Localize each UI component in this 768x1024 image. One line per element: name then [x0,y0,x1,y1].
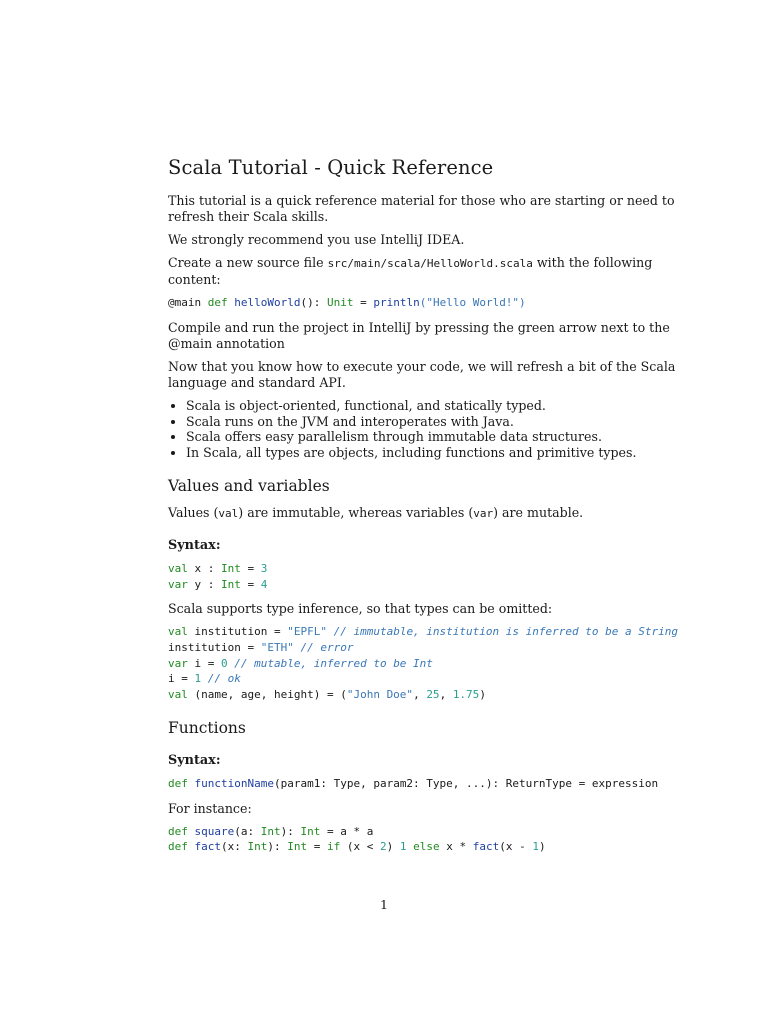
code-text: i = [187,656,221,670]
type-name: Int [221,577,241,591]
number-literal: 1 [399,840,407,854]
list-item: • In Scala, all types are objects, including functions and primitive types. [186,445,688,461]
features-list [168,398,688,461]
string-literal: "ETH" [260,641,294,654]
keyword: def [168,824,188,838]
keyword: if [327,840,341,854]
function-name: functionName [194,776,274,790]
hello-world-code [168,295,688,311]
number-literal: 2 [380,840,387,854]
code-text: x * [439,840,473,854]
type-name: Int [287,840,308,854]
code-text: (x: [221,840,248,854]
desc-text: ) are immutable, whereas variables ( [238,504,474,520]
function-name: square [194,824,235,838]
page-title: Scala Tutorial - Quick Reference [168,156,494,179]
number-literal: 25 [426,688,440,702]
code-text: = a * a [320,824,374,838]
create-file-paragraph [168,255,688,288]
page-number: 1 [380,897,388,912]
code-text: (name, age, height) = ( [187,688,347,702]
number-literal: 0 [221,656,228,670]
println-call: println [373,296,420,309]
number-literal: 1 [532,840,539,854]
list-item: • Scala runs on the JVM and interoperates with Java. [186,414,688,430]
code-comment: // error [293,641,354,654]
number-literal: 4 [260,577,268,591]
val-inline-code: val [218,506,239,520]
code-text: = [240,561,261,575]
string-literal: "EPFL" [287,625,327,639]
list-item: • Scala offers easy parallelism through immutable data structures. [186,429,688,445]
code-text: (x - [499,840,533,854]
code-comment: // immutable, institution is inferred to be a String [326,625,678,639]
desc-text: Values ( [168,504,219,520]
string-literal: "John Doe" [346,688,414,702]
code-text: = [240,577,261,591]
desc-text: ) are mutable. [493,504,584,520]
values-syntax-label: Syntax: [168,537,221,553]
function-name: fact [472,840,500,854]
compile-paragraph: Compile and run the project in IntelliJ by pressing the green arrow next to the @main annotation [168,319,670,351]
hello-string: ("Hello World!") [419,296,526,309]
code-text: institution = [187,625,288,639]
instance-paragraph: For instance: [168,800,252,816]
values-syntax-code [168,561,688,592]
list-item: • Scala is object-oriented, functional, and statically typed. [186,398,688,414]
code-text: , [413,688,427,702]
keyword: def [168,776,188,790]
number-literal: 1.75 [452,688,480,702]
page-content [168,156,688,864]
keyword: val [168,561,188,575]
values-description [168,505,688,522]
type-name: Int [300,824,321,838]
code-text: y : [187,577,221,591]
equals: = [360,296,367,309]
keyword: else [413,840,440,854]
function-name: helloWorld [234,296,301,309]
code-text: (param1: Type, param2: Type, ...): ReturnType = expression [273,776,659,790]
values-heading: Values and variables [168,476,330,495]
code-text: ) [479,688,486,702]
type-name: Int [247,840,268,854]
inference-paragraph: Scala supports type inference, so that types can be omitted: [168,601,553,617]
var-inline-code: var [473,506,494,520]
keyword: var [168,656,188,670]
code-text: i = [168,672,195,686]
keyword: val [168,625,188,639]
create-text-before: Create a new source file [168,255,328,270]
return-type: Unit [326,296,354,309]
code-text: , [439,688,453,702]
intro-paragraph: This tutorial is a quick reference material for those who are starting or need to refresh their Scala skills. [168,193,675,224]
def-keyword: def [207,296,228,309]
functions-syntax-code [168,776,688,792]
code-text: ) [539,840,546,854]
type-name: Int [260,824,281,838]
function-name: fact [194,840,221,854]
code-text: institution = [168,641,261,654]
params: (): [300,296,321,309]
number-literal: 1 [194,672,202,686]
functions-heading: Functions [168,718,246,737]
now-paragraph: Now that you know how to execute your code, we will refresh a bit of the Scala language and standard API. [168,358,676,390]
code-text: x : [187,561,221,575]
code-text: ): [267,840,288,854]
functions-syntax-label: Syntax: [168,752,221,768]
main-annotation: @main [168,296,202,309]
code-text: (a: [234,824,261,838]
code-text: = [307,840,327,854]
code-comment: // mutable, inferred to be Int [227,656,433,670]
inference-code [168,624,688,703]
type-name: Int [221,561,241,575]
number-literal: 3 [260,561,268,575]
keyword: val [168,688,188,702]
code-comment: // ok [201,672,241,686]
file-path: src/main/scala/HelloWorld.scala [327,257,533,270]
code-text: ) [386,840,400,854]
code-text: (x < [340,840,380,854]
code-text: ): [280,824,301,838]
recommend-paragraph: We strongly recommend you use IntelliJ IDEA. [168,232,465,247]
keyword: def [168,840,188,854]
keyword: var [168,577,188,591]
functions-example-code [168,824,688,855]
create-text-after: with the following content: [168,255,653,287]
